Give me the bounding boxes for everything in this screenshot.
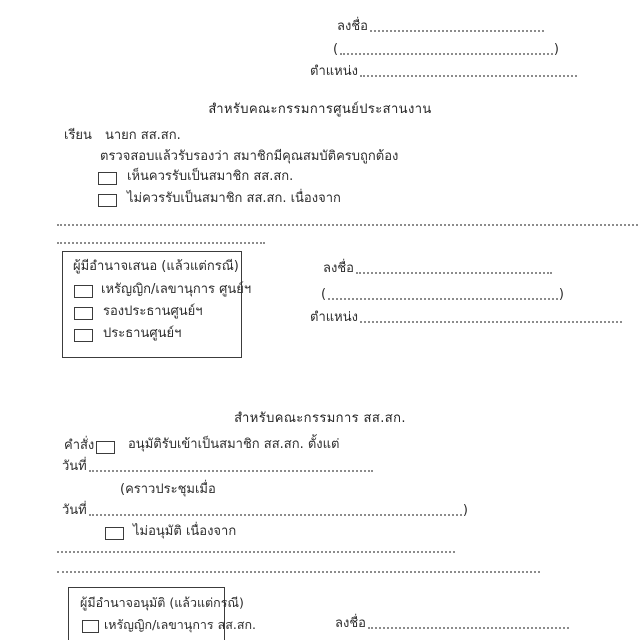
checkbox-chairman-center[interactable] (74, 329, 93, 342)
checkbox-reject-member-label: ไม่ควรรับเป็นสมาชิก สส.สก. เนื่องจาก (127, 191, 341, 206)
sign-label: ลงชื่อ (337, 19, 368, 34)
checkbox-approve-member[interactable] (98, 172, 117, 185)
reason-fill-line (57, 571, 540, 573)
meeting-note-close: ) (462, 503, 468, 518)
checkbox-not-approve[interactable] (105, 527, 124, 540)
checkbox-treasurer-secretary-ssk-label: เหรัญญิก/เลขานุการ สส.สก. (104, 617, 257, 632)
salutation-value: นายก สส.สก. (105, 128, 181, 143)
paren-open: ( (321, 287, 327, 302)
checkbox-not-approve-label: ไม่อนุมัติ เนื่องจาก (133, 524, 237, 539)
position-label: ตำแหน่ง (310, 64, 358, 79)
paren-open: ( (333, 42, 339, 57)
order-label: คำสั่ง (64, 438, 95, 453)
checkbox-treasurer-secretary-ssk[interactable] (82, 620, 99, 633)
checkbox-treasurer-secretary-center-label: เหรัญญิก/เลขานุการ ศูนย์ฯ (101, 282, 252, 297)
dotted-fill (340, 53, 553, 55)
certify-text: ตรวจสอบแล้วรับรองว่า สมาชิกมีคุณสมบัติครบถูกต้อง (100, 149, 399, 164)
signer-name-line-middle (321, 287, 564, 303)
checkbox-vice-chairman-center[interactable] (74, 307, 93, 320)
meeting-note-open: (คราวประชุมเมื่อ (120, 482, 216, 497)
dotted-fill (370, 30, 544, 32)
signature-line-bottom (335, 616, 570, 632)
sign-label: ลงชื่อ (323, 261, 354, 276)
dotted-fill (360, 321, 622, 323)
checkbox-approve-member-label: เห็นควรรับเป็นสมาชิก สส.สก. (127, 169, 294, 184)
paren-close: ) (553, 42, 559, 57)
checkbox-vice-chairman-center-label: รองประธานศูนย์ฯ (103, 304, 203, 319)
position-label: ตำแหน่ง (310, 310, 358, 325)
salutation-label: เรียน (64, 128, 92, 143)
signer-name-line-top (333, 42, 559, 58)
dotted-fill (89, 514, 462, 516)
date-line-1 (62, 459, 374, 475)
reason-fill-line (57, 551, 455, 553)
signature-line-middle (323, 261, 553, 277)
checkbox-approve-admission-label: อนุมัติรับเข้าเป็นสมาชิก สส.สก. ตั้งแต่ (128, 437, 340, 452)
proposer-box-title: ผู้มีอำนาจเสนอ (แล้วแต่กรณี) (73, 259, 239, 274)
checkbox-chairman-center-label: ประธานศูนย์ฯ (103, 326, 182, 341)
checkbox-approve-admission[interactable] (96, 441, 115, 454)
position-line-middle (310, 310, 623, 326)
paren-close: ) (558, 287, 564, 302)
dotted-fill (356, 272, 552, 274)
dotted-fill (328, 298, 558, 300)
date-label: วันที่ (62, 503, 87, 518)
section1-heading: สำหรับคณะกรรมการศูนย์ประสานงาน (208, 102, 432, 117)
dotted-fill (89, 470, 373, 472)
dotted-fill (368, 627, 569, 629)
date-line-2 (62, 503, 468, 519)
approver-box-title: ผู้มีอำนาจอนุมัติ (แล้วแต่กรณี) (80, 595, 244, 610)
position-line-top (310, 64, 578, 80)
dotted-fill (360, 75, 577, 77)
reason-fill-line (57, 224, 638, 226)
signature-line-top (337, 19, 545, 35)
checkbox-treasurer-secretary-center[interactable] (74, 285, 93, 298)
checkbox-reject-member[interactable] (98, 194, 117, 207)
section2-heading: สำหรับคณะกรรมการ สส.สก. (234, 411, 406, 426)
reason-fill-line (57, 242, 265, 244)
sign-label: ลงชื่อ (335, 616, 366, 631)
date-label: วันที่ (62, 459, 87, 474)
